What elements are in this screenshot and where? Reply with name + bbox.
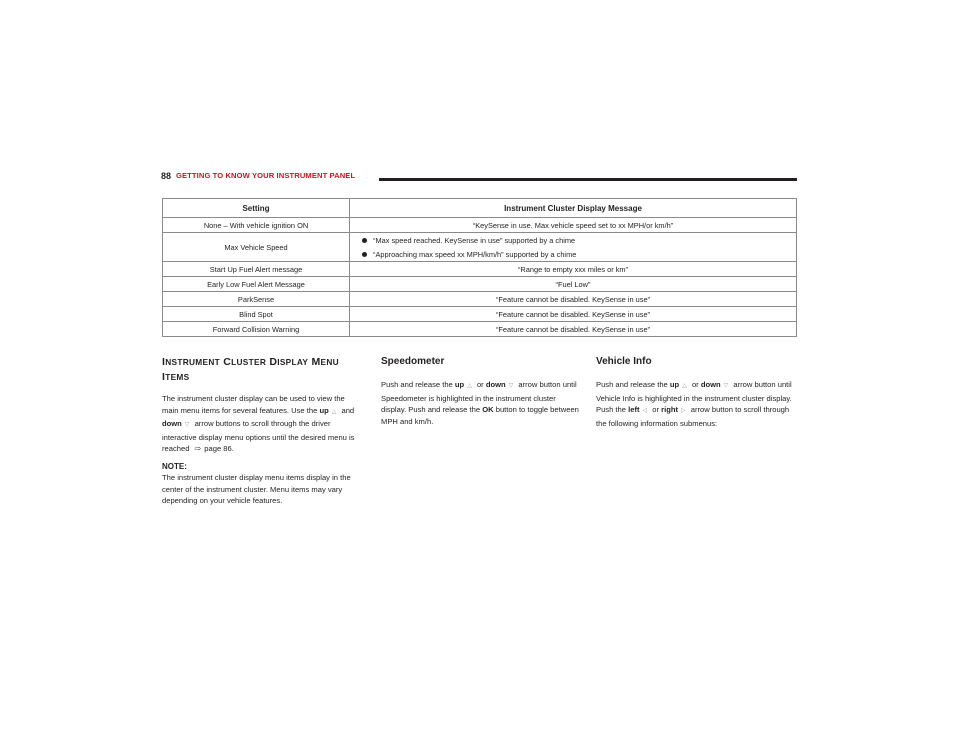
bullet-icon — [362, 238, 367, 243]
bullet-icon — [362, 252, 367, 257]
bullet-text: “Approaching max speed xx MPH/km/h” supported by a chime — [373, 249, 577, 259]
heading-smallcaps: NSTRUMENT — [165, 357, 221, 367]
up-arrow-icon: △ — [467, 383, 472, 389]
table-cell-message-list — [350, 233, 797, 262]
vehicle-info-paragraph — [596, 379, 796, 429]
table-cell-message: “Feature cannot be disabled. KeySense in use” — [350, 322, 797, 337]
bullet-item — [362, 247, 796, 261]
paragraph-text: button to toggle between MPH and km/h. — [381, 405, 579, 426]
table-cell-setting: Max Vehicle Speed — [163, 233, 350, 262]
keyword-down: down — [162, 419, 182, 428]
keyword-ok: OK — [482, 405, 494, 414]
menu-items-paragraph — [162, 393, 362, 455]
table-row — [163, 218, 797, 233]
table-row — [163, 292, 797, 307]
paragraph-text: or — [652, 405, 660, 414]
speedometer-paragraph — [381, 379, 581, 427]
bullet-text: “Max speed reached. KeySense in use” supported by a chime — [373, 235, 576, 245]
paragraph-text: arrow button until Vehicle Info is highlighted in the instrument cluster display. Push the — [596, 380, 792, 414]
heading-cap: C — [223, 356, 232, 368]
paragraph-text: or — [691, 380, 699, 389]
table-header-setting: Setting — [163, 199, 350, 218]
heading-smallcaps: LUSTER — [231, 357, 267, 367]
page-number: 88 — [161, 171, 172, 181]
table-row — [163, 277, 797, 292]
speedometer-column — [381, 355, 581, 427]
vehicle-info-heading: Vehicle Info — [596, 356, 652, 367]
keyword-right: right — [661, 405, 679, 414]
menu-items-heading — [162, 355, 362, 385]
heading-cap: I — [162, 356, 166, 368]
up-arrow-icon: △ — [682, 383, 687, 389]
left-arrow-icon: ◁ — [642, 408, 648, 414]
table-row — [163, 233, 797, 262]
table-cell-setting: Forward Collision Warning — [163, 322, 350, 337]
keyword-down: down — [485, 380, 506, 389]
menu-items-column — [162, 355, 362, 507]
paragraph-text: arrow button until Speedometer is highlighted in the instrument cluster display. Push and release the — [381, 380, 577, 414]
cluster-message-table — [162, 198, 797, 337]
bullet-item — [362, 233, 796, 247]
table-cell-setting: None – With vehicle ignition ON — [163, 218, 350, 233]
paragraph-text: Push and release the — [381, 380, 453, 389]
keyword-up: up — [454, 380, 465, 389]
table-row — [163, 322, 797, 337]
note-label: NOTE: — [162, 461, 187, 471]
table-cell-setting: Early Low Fuel Alert Message — [163, 277, 350, 292]
keyword-up: up — [669, 380, 680, 389]
keyword-up: up — [319, 405, 329, 415]
page-header — [161, 171, 797, 189]
table-cell-setting: ParkSense — [163, 292, 350, 307]
note-text: The instrument cluster display menu items display in the center of the instrument cluster. Menu items may vary depending on your vehicle features. — [162, 473, 351, 505]
heading-smallcaps: TEMS — [165, 372, 190, 382]
heading-smallcaps: ISPLAY — [277, 357, 309, 367]
heading-cap: D — [269, 356, 278, 368]
table-cell-setting: Start Up Fuel Alert message — [163, 262, 350, 277]
section-title: GETTING TO KNOW YOUR INSTRUMENT PANEL — [176, 171, 356, 180]
table-row — [163, 262, 797, 277]
paragraph-text: arrow buttons to scroll through the driver interactive display menu options until the desired menu is reached — [162, 419, 355, 453]
paragraph-text: and — [341, 405, 355, 415]
page-reference-link[interactable]: page 86. — [204, 444, 234, 453]
up-arrow-icon: △ — [331, 408, 337, 415]
table-cell-message: “Feature cannot be disabled. KeySense in use” — [350, 292, 797, 307]
heading-cap: I — [162, 371, 166, 383]
table-cell-message: “KeySense in use. Max vehicle speed set to xx MPH/or km/h” — [350, 218, 797, 233]
right-arrow-icon: ▷ — [681, 408, 686, 414]
down-arrow-icon: ▽ — [508, 383, 514, 389]
paragraph-text: arrow button to scroll through the following information submenus: — [596, 405, 790, 428]
paragraph-text: Push and release the — [596, 380, 668, 389]
table-cell-message: “Fuel Low” — [350, 277, 797, 292]
table-cell-message: “Range to empty xxx miles or km” — [350, 262, 797, 277]
table-header-message: Instrument Cluster Display Message — [350, 199, 797, 218]
speedometer-heading: Speedometer — [381, 356, 445, 367]
table-row — [163, 307, 797, 322]
paragraph-text: or — [476, 380, 484, 389]
keyword-left: left — [628, 405, 640, 414]
heading-cap: M — [311, 356, 321, 368]
down-arrow-icon: ▽ — [723, 383, 729, 389]
page-reference-icon: ⇨ — [194, 444, 202, 453]
table-cell-message: “Feature cannot be disabled. KeySense in use” — [350, 307, 797, 322]
header-rule — [379, 178, 797, 181]
keyword-down: down — [700, 380, 721, 389]
vehicle-info-column — [596, 355, 796, 429]
down-arrow-icon: ▽ — [184, 422, 190, 428]
paragraph-text: The instrument cluster display can be used to view the main menu items for several features. Use the — [162, 394, 345, 415]
table-header-row — [163, 199, 797, 218]
table-cell-setting: Blind Spot — [163, 307, 350, 322]
heading-smallcaps: ENU — [320, 357, 339, 367]
